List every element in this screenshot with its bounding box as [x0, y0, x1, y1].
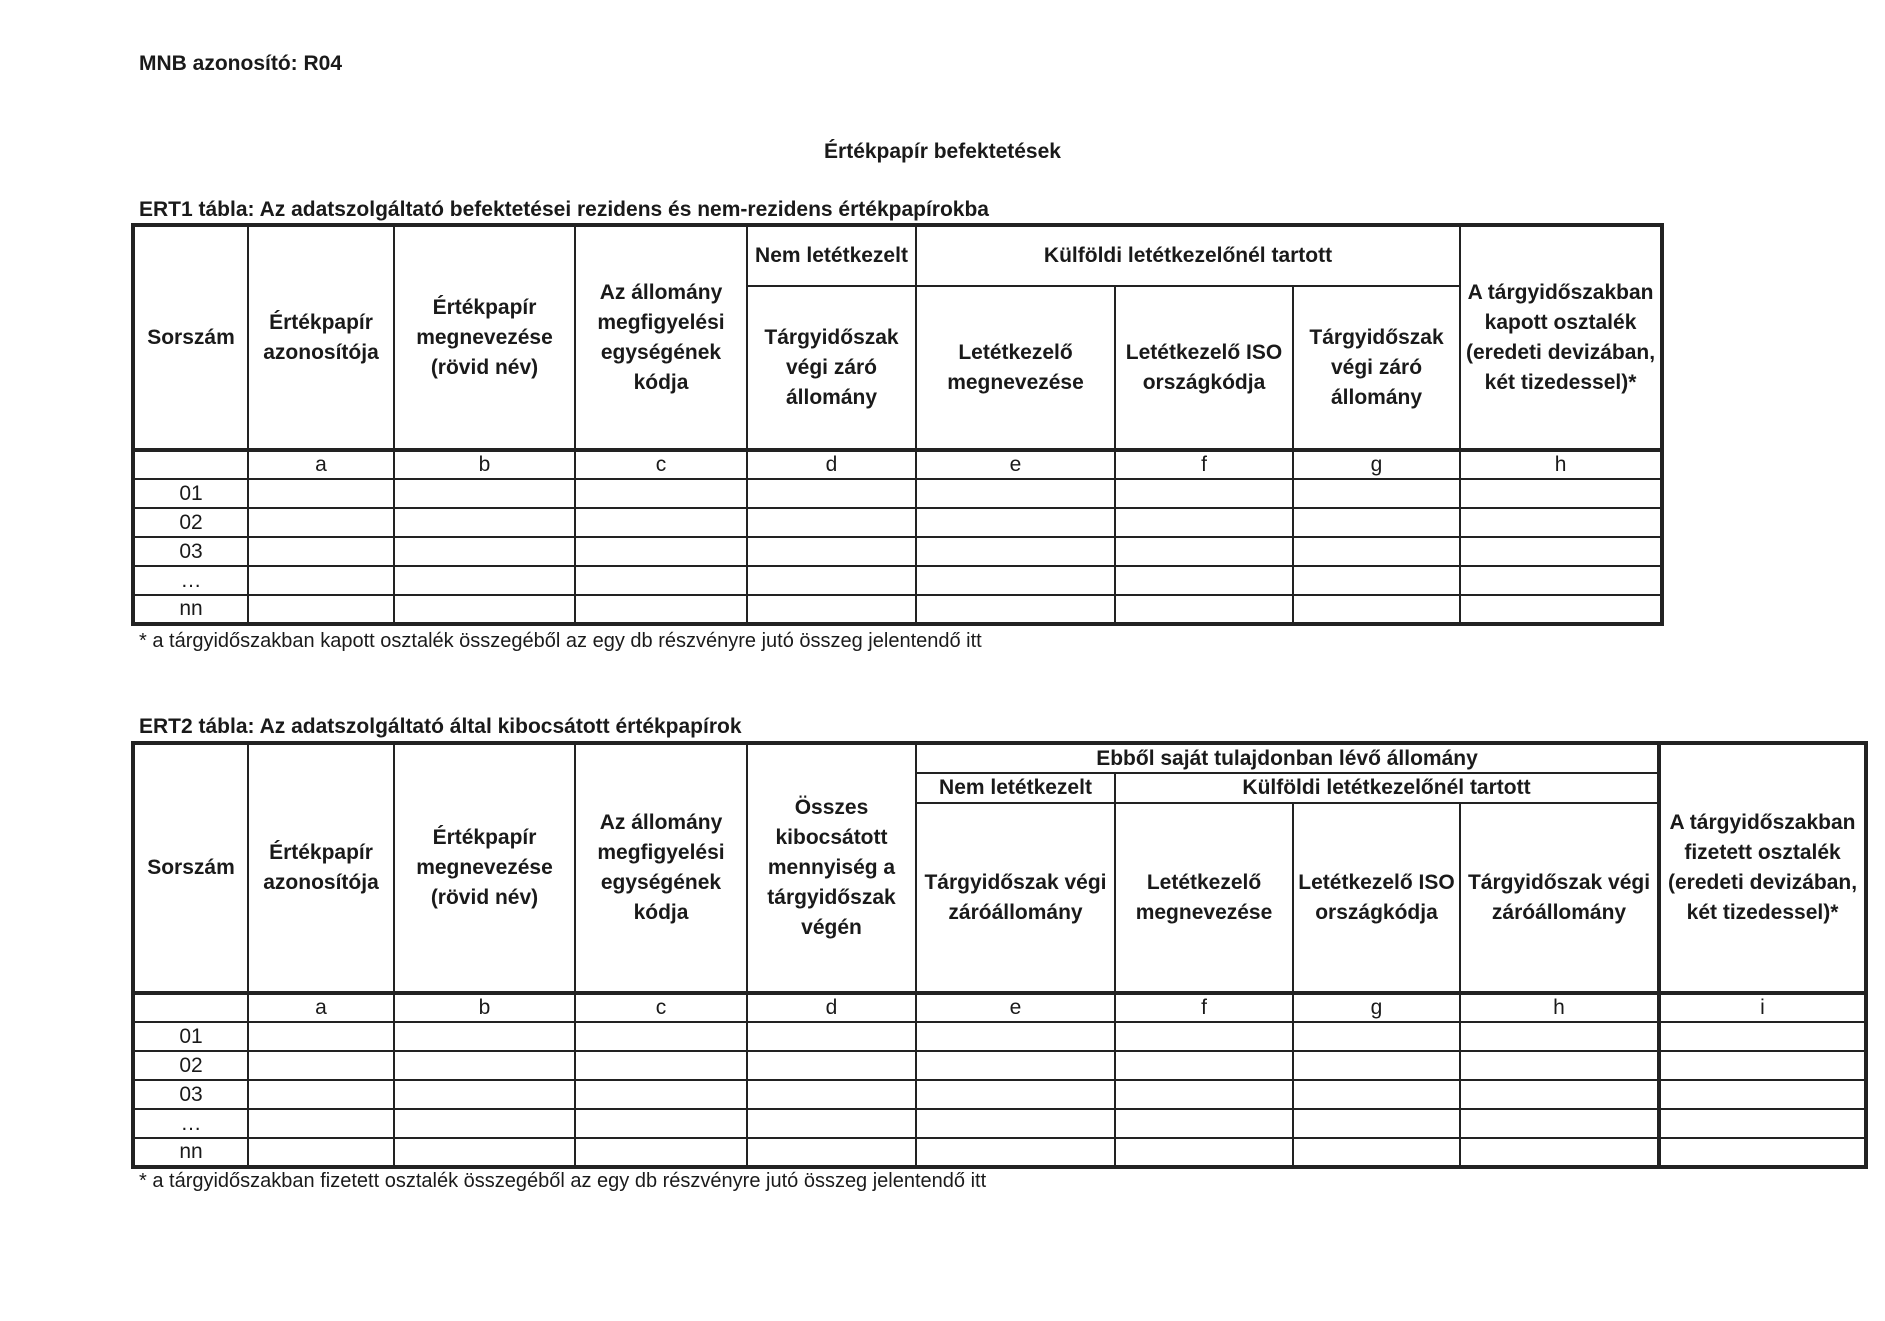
- ert2-header-kulfoldi: Külföldi letétkezelőnél tartott: [1115, 773, 1659, 803]
- ert1-cell[interactable]: [394, 537, 575, 566]
- ert1-cell[interactable]: [1115, 595, 1293, 624]
- ert1-cell[interactable]: [1293, 566, 1460, 595]
- table-row: [133, 595, 1662, 624]
- ert2-col-letter: a: [248, 993, 394, 1022]
- ert2-cell[interactable]: [1115, 1138, 1293, 1167]
- ert2-header-osztalek: A tárgyidőszakban fizetett osztalék (eredeti devizában, két tizedessel)*: [1659, 743, 1866, 993]
- ert1-col-letter: a: [248, 450, 394, 479]
- ert1-letter-blank: [133, 450, 248, 479]
- ert1-header-letetkezelo-nev: Letétkezelő megnevezése: [916, 286, 1115, 450]
- ert2-cell[interactable]: [575, 1138, 747, 1167]
- ert1-cell[interactable]: [575, 537, 747, 566]
- table-row: [133, 479, 1662, 508]
- ert1-cell[interactable]: [248, 537, 394, 566]
- ert2-cell[interactable]: [248, 1138, 394, 1167]
- ert1-header-azonosito: Értékpapír azonosítója: [248, 225, 394, 450]
- ert2-letter-blank: [133, 993, 248, 1022]
- ert2-caption: ERT2 tábla: Az adatszolgáltató által kibocsátott értékpapírok: [139, 715, 742, 738]
- ert1-cell[interactable]: [916, 595, 1115, 624]
- ert1-cell[interactable]: [1115, 479, 1293, 508]
- table-row: [133, 508, 1662, 537]
- ert1-cell[interactable]: [916, 508, 1115, 537]
- ert2-cell[interactable]: [575, 1022, 747, 1051]
- ert1-cell[interactable]: [394, 595, 575, 624]
- mnb-identifier: MNB azonosító: R04: [139, 52, 343, 75]
- ert1-row-number: …: [133, 566, 248, 595]
- ert2-col-letter: b: [394, 993, 575, 1022]
- ert1-cell[interactable]: [1293, 508, 1460, 537]
- ert1-cell[interactable]: [1115, 566, 1293, 595]
- ert2-col-letter: d: [747, 993, 916, 1022]
- ert2-cell[interactable]: [1293, 1022, 1460, 1051]
- ert1-header-sorszam: Sorszám: [133, 225, 248, 450]
- ert2-cell[interactable]: [575, 1080, 747, 1109]
- ert1-col-letter: h: [1460, 450, 1662, 479]
- ert1-col-letter: b: [394, 450, 575, 479]
- ert2-cell[interactable]: [747, 1080, 916, 1109]
- ert2-cell[interactable]: [248, 1022, 394, 1051]
- ert1-cell[interactable]: [1460, 479, 1662, 508]
- ert1-row-number: nn: [133, 595, 248, 624]
- ert2-cell[interactable]: [916, 1080, 1115, 1109]
- ert2-cell[interactable]: [394, 1022, 575, 1051]
- ert2-cell[interactable]: [394, 1051, 575, 1080]
- ert2-row-number: 02: [133, 1051, 248, 1080]
- ert2-cell[interactable]: [575, 1109, 747, 1138]
- ert2-cell[interactable]: [747, 1138, 916, 1167]
- ert1-col-letter: d: [747, 450, 916, 479]
- ert1-col-letter: c: [575, 450, 747, 479]
- ert1-cell[interactable]: [575, 566, 747, 595]
- ert2-cell[interactable]: [1115, 1080, 1293, 1109]
- table-row: [133, 566, 1662, 595]
- ert2-header-ebbol: Ebből saját tulajdonban lévő állomány: [916, 743, 1659, 773]
- table-row: [133, 1109, 1866, 1138]
- ert2-header-letetkezelo-nev: Letétkezelő megnevezése: [1115, 803, 1293, 993]
- ert1-row-number: 03: [133, 537, 248, 566]
- ert2-cell[interactable]: [1659, 1051, 1866, 1080]
- ert1-cell[interactable]: [747, 508, 916, 537]
- ert2-cell[interactable]: [1115, 1051, 1293, 1080]
- table-row: [133, 1022, 1866, 1051]
- ert1-footnote: * a tárgyidőszakban kapott osztalék összegéből az egy db részvényre jutó összeg jelentendő itt: [139, 630, 982, 652]
- ert2-cell[interactable]: [1659, 1022, 1866, 1051]
- ert2-row-number: 03: [133, 1080, 248, 1109]
- ert2-header-megnevezes: Értékpapír megnevezése (rövid név): [394, 743, 575, 993]
- ert2-cell[interactable]: [747, 1109, 916, 1138]
- ert1-cell[interactable]: [916, 537, 1115, 566]
- ert2-cell[interactable]: [1460, 1051, 1659, 1080]
- ert2-row-number: nn: [133, 1138, 248, 1167]
- ert2-cell[interactable]: [1659, 1138, 1866, 1167]
- ert2-cell[interactable]: [575, 1051, 747, 1080]
- ert2-table: [131, 741, 1868, 1169]
- ert1-col-letter: e: [916, 450, 1115, 479]
- ert2-header-zaroallomany: Tárgyidőszak végi záróállomány: [916, 803, 1115, 993]
- ert1-row-number: 02: [133, 508, 248, 537]
- ert2-cell[interactable]: [394, 1109, 575, 1138]
- ert2-cell[interactable]: [248, 1109, 394, 1138]
- ert2-col-letter: g: [1293, 993, 1460, 1022]
- ert1-cell[interactable]: [248, 595, 394, 624]
- ert2-col-letter: f: [1115, 993, 1293, 1022]
- ert1-cell[interactable]: [394, 566, 575, 595]
- ert1-cell[interactable]: [747, 595, 916, 624]
- table-row: [133, 1051, 1866, 1080]
- ert2-cell[interactable]: [1460, 1080, 1659, 1109]
- ert1-header-kulfoldi-zaro: Tárgyidőszak végi záró állomány: [1293, 286, 1460, 450]
- ert1-cell[interactable]: [1115, 508, 1293, 537]
- ert2-row-number: 01: [133, 1022, 248, 1051]
- ert2-cell[interactable]: [1460, 1022, 1659, 1051]
- ert2-header-nem-letetkezelt: Nem letétkezelt: [916, 773, 1115, 803]
- ert2-header-kod: Az állomány megfigyelési egységének kódja: [575, 743, 747, 993]
- ert2-cell[interactable]: [916, 1138, 1115, 1167]
- ert1-cell[interactable]: [1460, 595, 1662, 624]
- ert2-cell[interactable]: [1460, 1138, 1659, 1167]
- ert1-cell[interactable]: [575, 595, 747, 624]
- ert2-cell[interactable]: [1460, 1109, 1659, 1138]
- ert1-cell[interactable]: [747, 566, 916, 595]
- ert2-header-kulfoldi-zaro: Tárgyidőszak végi záróállomány: [1460, 803, 1659, 993]
- ert2-footnote: * a tárgyidőszakban fizetett osztalék összegéből az egy db részvényre jutó összeg jelentendő itt: [139, 1170, 987, 1192]
- ert1-cell[interactable]: [394, 508, 575, 537]
- ert1-cell[interactable]: [394, 479, 575, 508]
- ert2-cell[interactable]: [248, 1080, 394, 1109]
- table-row: [133, 1138, 1866, 1167]
- ert1-cell[interactable]: [575, 508, 747, 537]
- ert2-cell[interactable]: [1115, 1109, 1293, 1138]
- ert1-cell[interactable]: [1115, 537, 1293, 566]
- ert2-cell[interactable]: [916, 1109, 1115, 1138]
- ert2-cell[interactable]: [747, 1051, 916, 1080]
- ert1-cell[interactable]: [248, 479, 394, 508]
- table-row: [133, 537, 1662, 566]
- ert1-row-number: 01: [133, 479, 248, 508]
- table-row: [133, 1080, 1866, 1109]
- ert2-cell[interactable]: [1293, 1109, 1460, 1138]
- ert1-cell[interactable]: [248, 566, 394, 595]
- ert2-col-letter: i: [1659, 993, 1866, 1022]
- ert2-cell[interactable]: [1293, 1080, 1460, 1109]
- ert1-cell[interactable]: [1293, 595, 1460, 624]
- ert2-cell[interactable]: [1115, 1022, 1293, 1051]
- ert2-cell[interactable]: [747, 1022, 916, 1051]
- ert1-table: [131, 223, 1664, 626]
- ert1-header-kulfoldi: Külföldi letétkezelőnél tartott: [916, 225, 1460, 286]
- ert1-header-iso: Letétkezelő ISO országkódja: [1115, 286, 1293, 450]
- ert1-col-letter: g: [1293, 450, 1460, 479]
- ert2-cell[interactable]: [394, 1138, 575, 1167]
- ert1-cell[interactable]: [916, 479, 1115, 508]
- ert2-col-letter: h: [1460, 993, 1659, 1022]
- ert2-header-sorszam: Sorszám: [133, 743, 248, 993]
- ert1-caption: ERT1 tábla: Az adatszolgáltató befektetései rezidens és nem-rezidens értékpapírokba: [139, 198, 989, 221]
- ert1-cell[interactable]: [1293, 479, 1460, 508]
- ert1-cell[interactable]: [248, 508, 394, 537]
- ert2-cell[interactable]: [248, 1051, 394, 1080]
- ert2-cell[interactable]: [394, 1080, 575, 1109]
- ert2-header-azonosito: Értékpapír azonosítója: [248, 743, 394, 993]
- ert1-header-megnevezes: Értékpapír megnevezése (rövid név): [394, 225, 575, 450]
- ert2-cell[interactable]: [916, 1022, 1115, 1051]
- ert2-cell[interactable]: [916, 1051, 1115, 1080]
- page-title: Értékpapír befektetések: [824, 140, 1061, 163]
- ert2-cell[interactable]: [1293, 1051, 1460, 1080]
- ert1-cell[interactable]: [1460, 537, 1662, 566]
- ert2-cell[interactable]: [1659, 1109, 1866, 1138]
- ert1-cell[interactable]: [1460, 508, 1662, 537]
- ert1-cell[interactable]: [1293, 537, 1460, 566]
- ert1-cell[interactable]: [1460, 566, 1662, 595]
- ert1-cell[interactable]: [747, 479, 916, 508]
- ert2-header-iso: Letétkezelő ISO országkódja: [1293, 803, 1460, 993]
- ert2-col-letter: e: [916, 993, 1115, 1022]
- ert1-col-letter: f: [1115, 450, 1293, 479]
- ert1-cell[interactable]: [916, 566, 1115, 595]
- ert2-cell[interactable]: [1293, 1138, 1460, 1167]
- ert1-cell[interactable]: [575, 479, 747, 508]
- ert2-col-letter: c: [575, 993, 747, 1022]
- ert1-header-nem-letetkezelt: Nem letétkezelt: [747, 225, 916, 286]
- ert1-header-osztalek: A tárgyidőszakban kapott osztalék (eredeti devizában, két tizedessel)*: [1460, 225, 1662, 450]
- ert2-cell[interactable]: [1659, 1080, 1866, 1109]
- ert2-row-number: …: [133, 1109, 248, 1138]
- ert2-header-osszes: Összes kibocsátott mennyiség a tárgyidőszak végén: [747, 743, 916, 993]
- ert1-header-zaro-allomany: Tárgyidőszak végi záró állomány: [747, 286, 916, 450]
- ert1-cell[interactable]: [747, 537, 916, 566]
- ert1-header-kod: Az állomány megfigyelési egységének kódja: [575, 225, 747, 450]
